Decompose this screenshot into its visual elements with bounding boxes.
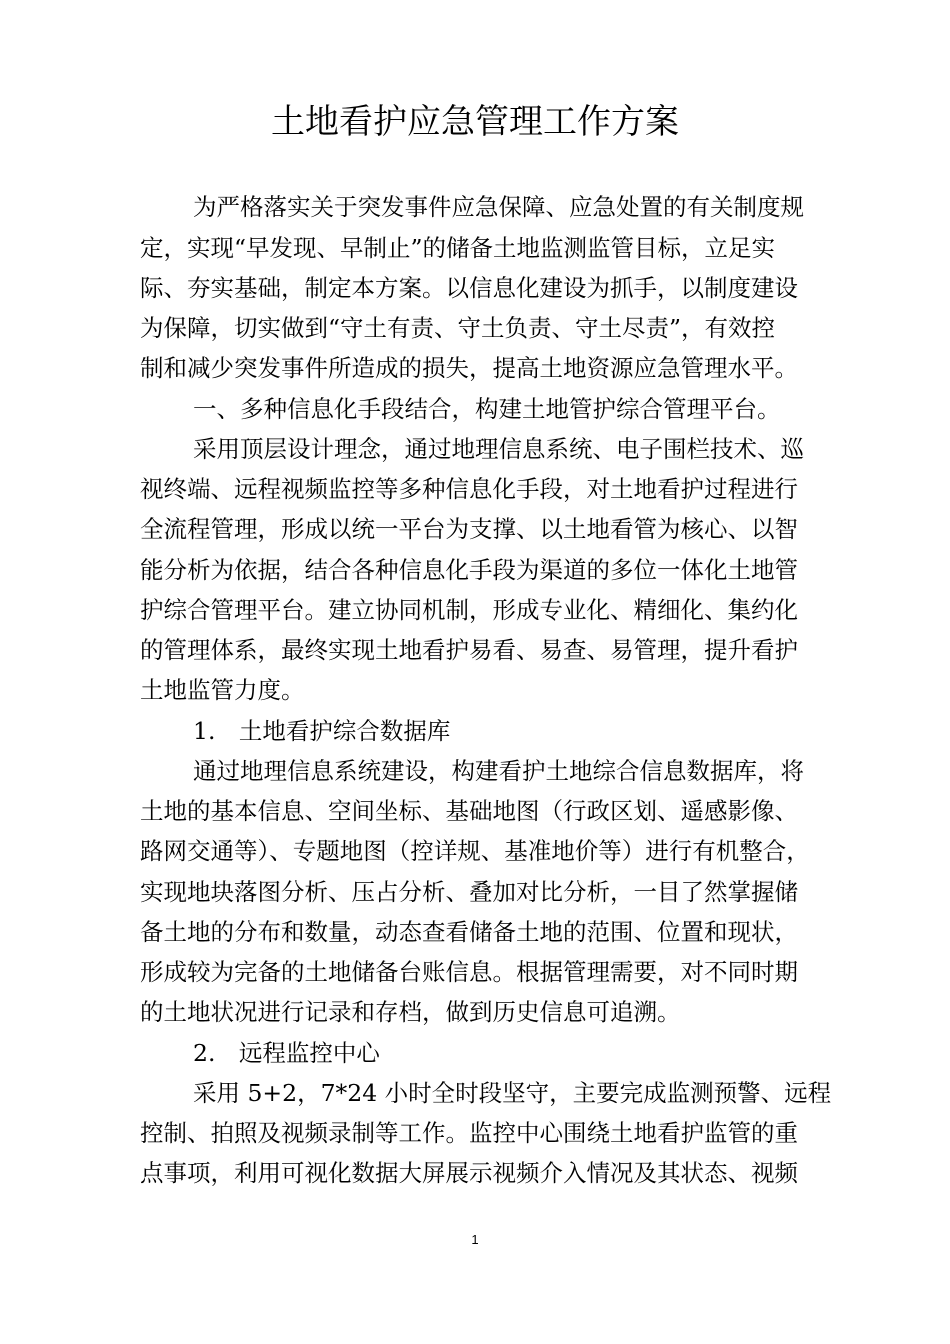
paragraph-line: 路网交通等）、专题地图（控详规、基准地价等）进行有机整合， <box>140 837 810 865</box>
paragraph-line: 实现地块落图分析、压占分析、叠加对比分析，一目了然掌握储 <box>140 878 798 906</box>
paragraph-line: 土地的基本信息、空间坐标、基础地图（行政区划、遥感影像、 <box>140 797 798 825</box>
subsection-heading: 2. 远程监控中心 <box>193 1039 380 1067</box>
paragraph-line: 护综合管理平台。建立协同机制，形成专业化、精细化、集约化 <box>140 596 798 624</box>
paragraph-line: 采用 5+2，7*24 小时全时段坚守，主要完成监测预警、远程 <box>193 1079 832 1107</box>
paragraph-line: 为保障，切实做到“守土有责、守土负责、守土尽责”，有效控 <box>140 314 776 342</box>
paragraph-line: 采用顶层设计理念，通过地理信息系统、电子围栏技术、巡 <box>193 435 804 463</box>
paragraph-line: 的管理体系，最终实现土地看护易看、易查、易管理，提升看护 <box>140 636 798 664</box>
document-title: 土地看护应急管理工作方案 <box>271 102 679 142</box>
paragraph-line: 制和减少突发事件所造成的损失，提高土地资源应急管理水平。 <box>140 354 798 382</box>
paragraph-line: 备土地的分布和数量，动态查看储备土地的范围、位置和现状， <box>140 918 798 946</box>
paragraph-line: 控制、拍照及视频录制等工作。监控中心围绕土地看护监管的重 <box>140 1119 798 1147</box>
paragraph-line: 土地监管力度。 <box>140 676 305 704</box>
paragraph-line: 通过地理信息系统建设，构建看护土地综合信息数据库，将 <box>193 757 804 785</box>
section-heading: 一、多种信息化手段结合，构建土地管护综合管理平台。 <box>193 395 781 423</box>
paragraph-line: 为严格落实关于突发事件应急保障、应急处置的有关制度规 <box>193 193 804 221</box>
paragraph-line: 能分析为依据，结合各种信息化手段为渠道的多位一体化土地管 <box>140 556 798 584</box>
paragraph-line: 形成较为完备的土地储备台账信息。根据管理需要，对不同时期 <box>140 958 798 986</box>
paragraph-line: 定，实现“早发现、早制止”的储备土地监测监管目标，立足实 <box>140 234 776 262</box>
paragraph-line: 全流程管理，形成以统一平台为支撑、以土地看管为核心、以智 <box>140 515 798 543</box>
paragraph-line: 际、夯实基础，制定本方案。以信息化建设为抓手，以制度建设 <box>140 274 798 302</box>
paragraph-line: 的土地状况进行记录和存档，做到历史信息可追溯。 <box>140 998 681 1026</box>
paragraph-line: 点事项，利用可视化数据大屏展示视频介入情况及其状态、视频 <box>140 1159 798 1187</box>
page-number: 1 <box>471 1232 479 1247</box>
subsection-heading: 1. 土地看护综合数据库 <box>193 717 451 745</box>
paragraph-line: 视终端、远程视频监控等多种信息化手段，对土地看护过程进行 <box>140 475 798 503</box>
